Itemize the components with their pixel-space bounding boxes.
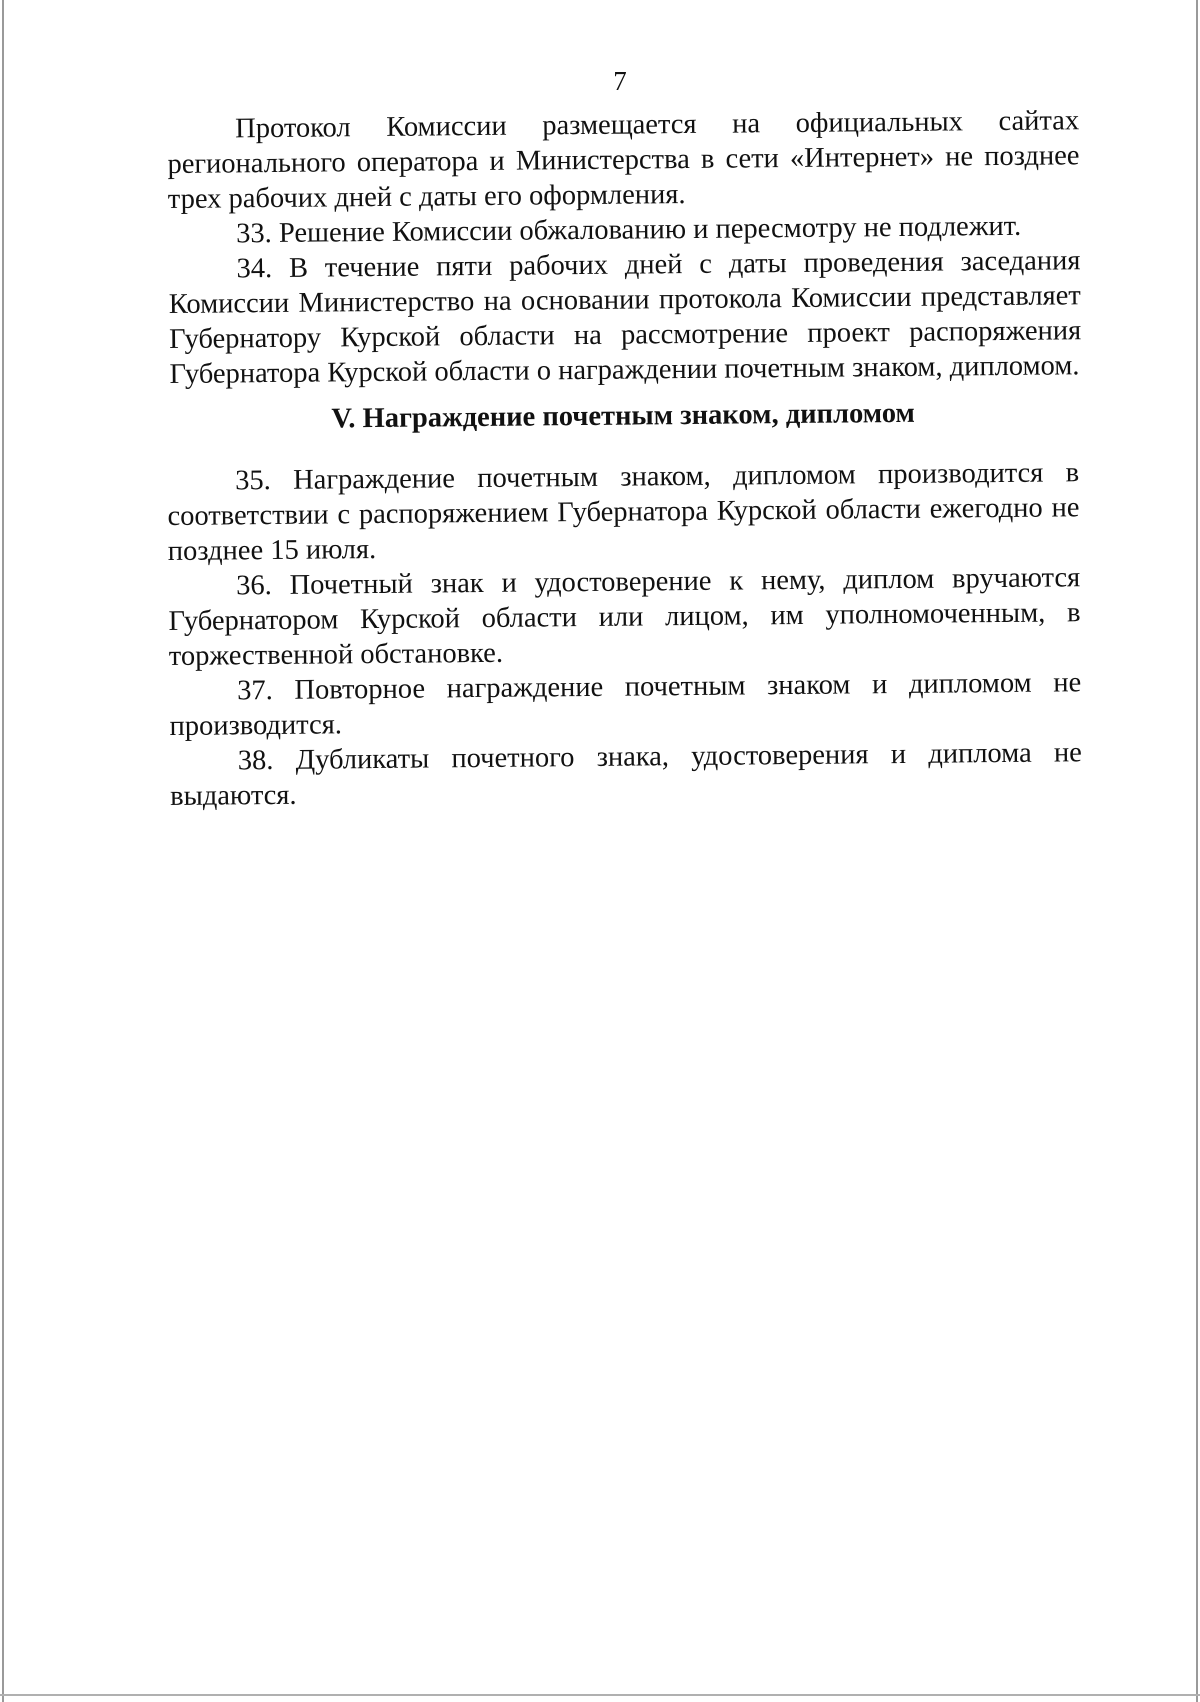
paragraph-38: 38. Дубликаты почетного знака, удостоверения и диплома не выдаются. xyxy=(170,737,1082,812)
text-block-top xyxy=(167,103,1082,392)
text-block-bottom xyxy=(167,455,1082,814)
paragraph-34: 34. В течение пяти рабочих дней с даты проведения заседания Комиссии Министерство на основании протокола Комиссии представляет Губернатору Курской области на рассмотрение проект распоряжения Губернатора Курской области о награждении почетным знаком, дипломом. xyxy=(168,245,1082,390)
paragraph-protocol: Протокол Комиссии размещается на официальных сайтах регионального оператора и Министерства в сети «Интернет» не позднее трех рабочих дней с даты его оформления. xyxy=(167,105,1080,215)
paragraph-33: 33. Решение Комиссии обжалованию и пересмотру не подлежит. xyxy=(236,210,1022,250)
scan-edge-bottom xyxy=(0,1694,1200,1696)
paragraph-35: 35. Награждение почетным знаком, дипломом производится в соответствии с распоряжением Губернатора Курской области ежегодно не позднее 15 июля. xyxy=(167,457,1080,567)
page-number: 7 xyxy=(613,66,627,96)
scan-edge-right xyxy=(1196,0,1198,1702)
paragraph-36: 36. Почетный знак и удостоверение к нему, диплом вручаются Губернатором Курской области или лицом, им уполномоченным, в торжественной обстановке. xyxy=(168,562,1081,672)
section-heading: V. Награждение почетным знаком, дипломом xyxy=(331,397,916,435)
scan-edge-left xyxy=(2,0,4,1702)
paragraph-37: 37. Повторное награждение почетным знаком и дипломом не производится. xyxy=(169,667,1082,742)
